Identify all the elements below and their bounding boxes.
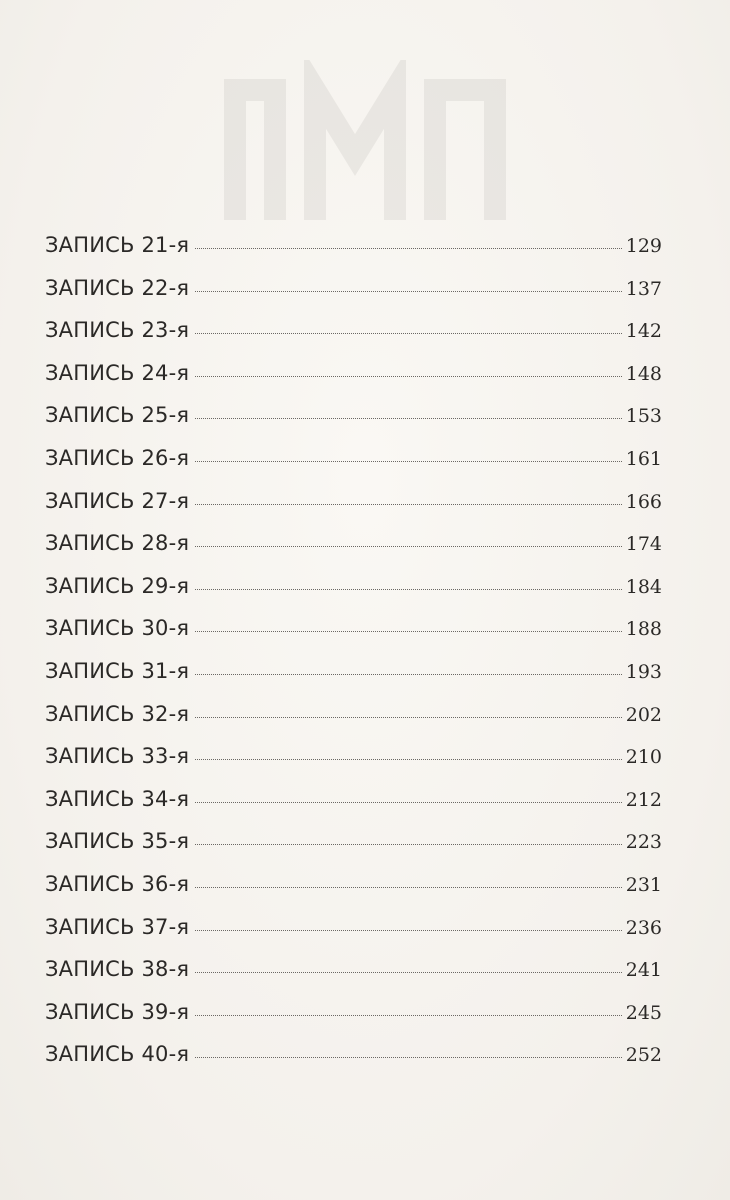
toc-entry-page: 241 [625, 959, 662, 982]
toc-entry-title: ЗАПИСЬ 28-я [45, 531, 190, 556]
dot-leader [195, 631, 622, 632]
toc-entry-page: 231 [625, 873, 662, 896]
dot-leader [195, 376, 622, 377]
toc-entry-title: ЗАПИСЬ 35-я [45, 829, 190, 854]
toc-entry-title: ЗАПИСЬ 21-я [45, 233, 190, 257]
toc-entry-page: 245 [625, 1001, 662, 1024]
table-of-contents [45, 233, 662, 1085]
toc-entry[interactable] [45, 403, 662, 446]
dot-leader [195, 930, 622, 931]
toc-entry-title: ЗАПИСЬ 40-я [45, 1042, 190, 1067]
dot-leader [195, 1015, 622, 1016]
dot-leader [195, 759, 622, 760]
dot-leader [195, 418, 622, 419]
toc-entry[interactable] [45, 744, 662, 787]
toc-entry-page: 236 [625, 916, 662, 939]
show-through-decoration [215, 60, 515, 240]
toc-entry-title: ЗАПИСЬ 22-я [45, 275, 190, 300]
toc-entry-page: 252 [625, 1044, 662, 1067]
toc-entry[interactable] [45, 1000, 662, 1043]
dot-leader [195, 844, 622, 845]
toc-entry-title: ЗАПИСЬ 27-я [45, 488, 190, 513]
toc-entry[interactable] [45, 318, 662, 361]
dot-leader [195, 461, 622, 462]
toc-entry[interactable] [45, 531, 662, 574]
dot-leader [195, 887, 622, 888]
toc-entry-page: 210 [625, 746, 662, 769]
toc-entry-title: ЗАПИСЬ 37-я [45, 914, 190, 939]
toc-entry-page: 193 [625, 660, 662, 683]
toc-entry-title: ЗАПИСЬ 36-я [45, 871, 190, 896]
toc-entry[interactable] [45, 1042, 662, 1085]
toc-entry[interactable] [45, 702, 662, 745]
toc-entry[interactable] [45, 276, 662, 319]
toc-entry[interactable] [45, 233, 662, 276]
dot-leader [195, 589, 622, 590]
toc-entry-title: ЗАПИСЬ 38-я [45, 957, 190, 982]
toc-entry-title: ЗАПИСЬ 29-я [45, 573, 190, 598]
toc-entry-title: ЗАПИСЬ 34-я [45, 786, 190, 811]
dot-leader [195, 504, 622, 505]
dot-leader [195, 972, 622, 973]
dot-leader [195, 674, 622, 675]
toc-entry-title: ЗАПИСЬ 39-я [45, 999, 190, 1024]
toc-entry-title: ЗАПИСЬ 26-я [45, 445, 190, 470]
toc-entry-page: 137 [625, 277, 662, 300]
toc-entry[interactable] [45, 915, 662, 958]
toc-entry-page: 161 [625, 447, 662, 470]
toc-entry[interactable] [45, 616, 662, 659]
toc-entry[interactable] [45, 361, 662, 404]
toc-entry-title: ЗАПИСЬ 24-я [45, 360, 190, 385]
toc-entry-page: 188 [625, 618, 662, 641]
toc-entry-title: ЗАПИСЬ 23-я [45, 318, 190, 343]
dot-leader [195, 802, 622, 803]
toc-entry-page: 174 [625, 533, 662, 556]
toc-entry-title: ЗАПИСЬ 30-я [45, 616, 190, 641]
dot-leader [195, 546, 622, 547]
toc-entry-page: 148 [625, 362, 662, 385]
toc-entry-page: 223 [625, 831, 662, 854]
toc-entry[interactable] [45, 787, 662, 830]
toc-entry[interactable] [45, 957, 662, 1000]
dot-leader [195, 248, 622, 249]
dot-leader [195, 717, 622, 718]
toc-entry[interactable] [45, 574, 662, 617]
toc-entry-page: 212 [625, 788, 662, 811]
toc-entry-title: ЗАПИСЬ 32-я [45, 701, 190, 726]
toc-entry-page: 142 [625, 320, 662, 343]
toc-entry-page: 129 [625, 235, 662, 257]
toc-entry[interactable] [45, 659, 662, 702]
toc-entry-page: 166 [625, 490, 662, 513]
toc-entry-title: ЗАПИСЬ 33-я [45, 744, 190, 769]
dot-leader [195, 333, 622, 334]
toc-entry[interactable] [45, 829, 662, 872]
toc-entry-title: ЗАПИСЬ 31-я [45, 658, 190, 683]
dot-leader [195, 1057, 622, 1058]
dot-leader [195, 291, 622, 292]
toc-entry[interactable] [45, 489, 662, 532]
toc-entry[interactable] [45, 872, 662, 915]
toc-entry[interactable] [45, 446, 662, 489]
toc-entry-title: ЗАПИСЬ 25-я [45, 403, 190, 428]
toc-entry-page: 184 [625, 575, 662, 598]
toc-entry-page: 202 [625, 703, 662, 726]
toc-entry-page: 153 [625, 405, 662, 428]
